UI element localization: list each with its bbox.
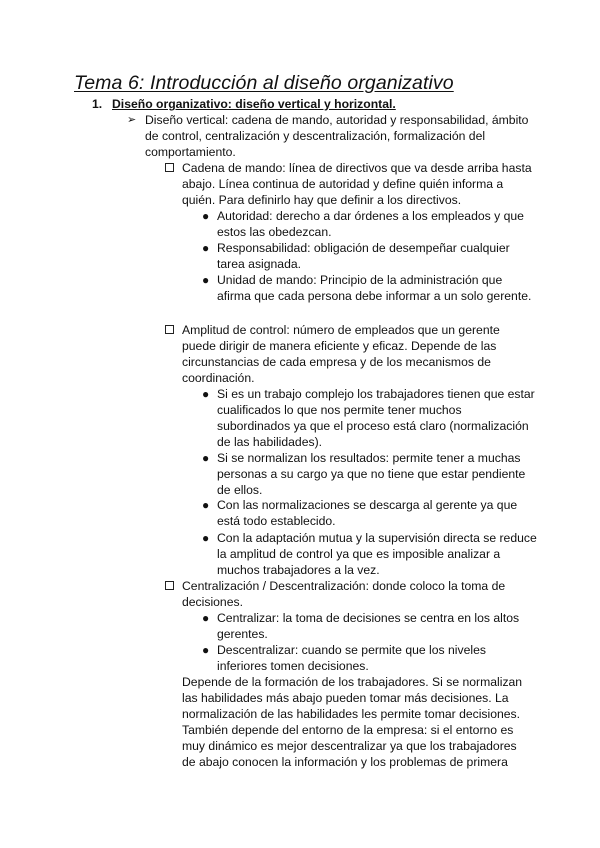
centralizacion-bullet (202, 610, 537, 642)
checkbox-icon (165, 581, 174, 590)
vertical-design-text: Diseño vertical: cadena de mando, autoridad y responsabilidad, ámbito de control, centralización y descentralización, formalización del comportamiento. (145, 113, 529, 159)
centralizacion-bullet-text: Descentralizar: cuando se permite que los niveles inferiores tomen decisiones. (217, 643, 486, 673)
checkbox-icon (165, 163, 174, 172)
amplitud-bullet (202, 497, 537, 529)
bullet-icon: ● (202, 273, 210, 287)
cadena-item (182, 160, 532, 208)
bullet-icon: ● (202, 241, 210, 255)
amplitud-item (182, 322, 532, 386)
cadena-bullet (202, 208, 537, 240)
centralizacion-item (182, 578, 532, 610)
cadena-bullet-text: Autoridad: derecho a dar órdenes a los empleados y que estos las obedezcan. (217, 209, 524, 239)
bullet-icon: ● (202, 498, 210, 512)
amplitud-bullet (202, 450, 537, 498)
page-title: Tema 6: Introducción al diseño organizativo (74, 72, 454, 94)
section-number: 1. (92, 97, 103, 111)
bullet-icon: ● (202, 643, 210, 657)
amplitud-bullet-text: Con las normalizaciones se descarga al gerente ya que está todo establecido. (217, 498, 518, 528)
amplitud-bullet (202, 386, 537, 450)
vertical-design-item (127, 112, 535, 160)
cadena-bullet-text: Unidad de mando: Principio de la administración que afirma que cada persona debe informar a un solo gerente. (217, 273, 532, 303)
cadena-bullet (202, 240, 537, 272)
centralizacion-text: Centralización / Descentralización: donde coloco la toma de decisiones. (182, 579, 506, 609)
amplitud-bullet-text: Si se normalizan los resultados: permite tener a muchas personas a su cargo ya que no tiene que estar pendiente de ellos. (217, 451, 526, 497)
centralizacion-bullet (202, 642, 537, 674)
bullet-icon: ● (202, 451, 210, 465)
section-heading-text: Diseño organizativo: diseño vertical y horizontal. (112, 97, 396, 111)
bullet-icon: ● (202, 531, 210, 545)
section-heading (92, 96, 532, 112)
amplitud-text: Amplitud de control: número de empleados que un gerente puede dirigir de manera eficiente y eficaz. Depende de las circunstancias de cada empresa y de los mecanismos de coordinación. (182, 323, 500, 385)
cadena-bullet (202, 272, 537, 304)
cadena-text: Cadena de mando: línea de directivos que va desde arriba hasta abajo. Línea continua de autoridad y define quién informa a quién. Para definirlo hay que definir a los directivos. (182, 161, 532, 207)
centralizacion-bullet-text: Centralizar: la toma de decisiones se centra en los altos gerentes. (217, 611, 520, 641)
bullet-icon: ● (202, 611, 210, 625)
amplitud-bullet-text: Con la adaptación mutua y la supervisión directa se reduce la amplitud de control ya que es imposible analizar a muchos trabajadores a la vez. (217, 531, 537, 577)
checkbox-icon (165, 325, 174, 334)
arrow-bullet-icon: ➢ (127, 114, 137, 126)
amplitud-bullet-text: Si es un trabajo complejo los trabajadores tienen que estar cualificados lo que nos permite tener muchos subordinados ya que el proceso está claro (normalización de las habilidades). (217, 387, 535, 449)
cadena-bullet-text: Responsabilidad: obligación de desempeñar cualquier tarea asignada. (217, 241, 510, 271)
bullet-icon: ● (202, 387, 210, 401)
centralizacion-paragraph: Depende de la formación de los trabajadores. Si se normalizan las habilidades más abajo pueden tomar más decisiones. La normalización de las habilidades les permite tomar decisiones. También depende del entorno de la empresa: si el entorno es muy dinámico es mejor descentralizar ya que los trabajadores de abajo conocen la información y los problemas de primera (182, 675, 523, 769)
amplitud-bullet (202, 530, 537, 578)
bullet-icon: ● (202, 209, 210, 223)
